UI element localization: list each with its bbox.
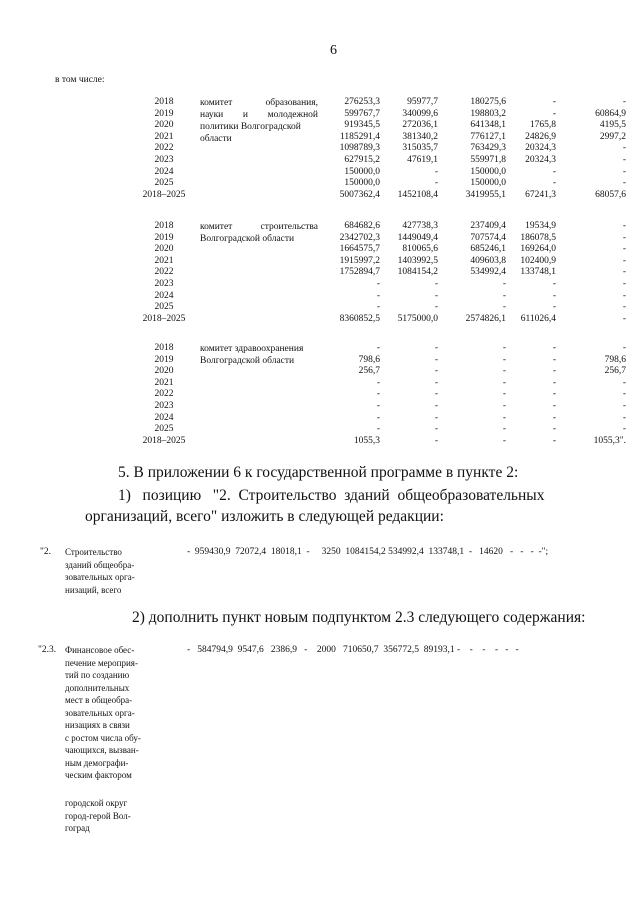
- other-cell: 60864,9: [595, 108, 626, 119]
- spacer-cell: [192, 291, 318, 303]
- spacer-cell: [192, 244, 318, 256]
- year-cell: 2024: [154, 412, 174, 423]
- other-cell: -: [622, 412, 626, 423]
- local-cell: -: [552, 377, 556, 388]
- year-cell: 2020: [154, 244, 174, 255]
- position2-number: "2.: [40, 547, 52, 557]
- spacer-cell: [192, 401, 318, 413]
- regional-cell: 776127,1: [470, 131, 506, 142]
- table-row: [136, 256, 626, 268]
- local-cell: -: [552, 108, 556, 119]
- federal-cell: 95977,7: [407, 97, 438, 107]
- regional-cell: -: [502, 412, 506, 423]
- position23-name-line: мест в общеобра-: [65, 695, 133, 705]
- year-cell: 2025: [154, 178, 174, 189]
- federal-cell: -: [434, 400, 438, 411]
- table-row: [136, 366, 626, 378]
- year-cell: 2024: [154, 290, 174, 301]
- local-cell: 20324,3: [525, 154, 556, 165]
- table-row: [136, 413, 626, 425]
- federal-cell: 810065,6: [402, 244, 438, 255]
- year-cell: 2019: [154, 108, 174, 119]
- regional-cell: -: [502, 435, 506, 446]
- federal-cell: -: [434, 424, 438, 435]
- total-cell: 1752894,7: [339, 267, 380, 278]
- local-cell: -: [552, 400, 556, 411]
- total-cell: -: [376, 343, 380, 353]
- spacer-cell: [192, 256, 318, 268]
- federal-cell: 1403992,5: [397, 255, 438, 266]
- position23-place-line: гоград: [65, 823, 90, 833]
- other-cell: 798,6: [604, 354, 626, 365]
- total-cell: 1098789,3: [339, 143, 380, 154]
- total-cell: -: [376, 424, 380, 435]
- regional-cell: 409603,8: [470, 255, 506, 266]
- spacer-cell: [192, 436, 318, 448]
- table-row: [136, 244, 626, 256]
- position23-name-line: печение мероприя-: [65, 657, 138, 668]
- regional-cell: -: [502, 424, 506, 435]
- page-number: 6: [330, 43, 337, 58]
- table-row: [136, 302, 626, 314]
- other-cell: 68057,6: [595, 189, 626, 200]
- org-desc-line: комитет строительства: [200, 222, 318, 232]
- other-cell: -: [622, 313, 626, 324]
- local-cell: -: [552, 166, 556, 177]
- local-cell: -: [552, 178, 556, 189]
- table-row: [136, 178, 626, 190]
- total-cell: 684682,6: [344, 221, 380, 231]
- regional-cell: -: [502, 389, 506, 400]
- year-cell: 2023: [154, 278, 174, 289]
- item5-sub1-line2: организаций, всего" изложить в следующей редакции:: [85, 508, 444, 525]
- federal-cell: -: [434, 178, 438, 189]
- spacer-cell: [192, 314, 318, 326]
- year-cell: 2019: [154, 232, 174, 243]
- year-cell: 2021: [154, 131, 174, 142]
- position23-name-line: низациях в связи: [65, 720, 130, 730]
- regional-cell: -: [502, 366, 506, 377]
- local-cell: -: [552, 424, 556, 435]
- regional-cell: 641348,1: [470, 120, 506, 131]
- federal-cell: 272036,1: [402, 120, 438, 131]
- org-desc-line: науки и молодежной: [200, 110, 318, 120]
- other-cell: -: [622, 143, 626, 154]
- other-cell: -: [622, 343, 626, 353]
- regional-cell: -: [502, 343, 506, 353]
- position2-name-line: низаций, всего: [65, 584, 122, 595]
- total-cell: 150000,0: [344, 178, 380, 189]
- federal-cell: 381340,2: [402, 131, 438, 142]
- spacer-cell: [192, 302, 318, 314]
- total-cell: -: [376, 389, 380, 400]
- federal-cell: 1084154,2: [397, 267, 438, 278]
- regional-cell: 150000,0: [470, 178, 506, 189]
- regional-cell: 763429,3: [470, 143, 506, 154]
- total-cell: -: [376, 400, 380, 411]
- spacer-cell: [192, 366, 318, 378]
- position23-place-line: городской округ: [65, 798, 128, 808]
- local-cell: 102400,9: [520, 255, 556, 266]
- table-row: [136, 389, 626, 401]
- federal-cell: -: [434, 377, 438, 388]
- local-cell: -: [552, 435, 556, 446]
- federal-cell: 340099,6: [402, 108, 438, 119]
- federal-cell: -: [434, 302, 438, 313]
- total-cell: -: [376, 302, 380, 313]
- item5-sub2: 2) дополнить пункт новым подпунктом 2.3 следующего содержания:: [132, 609, 586, 626]
- year-cell: 2021: [154, 255, 174, 266]
- local-cell: 133748,1: [520, 267, 556, 278]
- regional-cell: 180275,6: [470, 97, 506, 107]
- local-cell: 24826,9: [525, 131, 556, 142]
- other-cell: -: [622, 377, 626, 388]
- spacer-cell: [192, 378, 318, 390]
- regional-cell: -: [502, 377, 506, 388]
- federal-cell: -: [434, 166, 438, 177]
- year-cell: 2020: [154, 120, 174, 131]
- position2-name-line: зданий общеобра-: [65, 559, 135, 570]
- table-row: [136, 291, 626, 303]
- total-cell: -: [376, 377, 380, 388]
- position23-name-line: чающихся, вызван-: [65, 745, 139, 755]
- total-cell: 256,7: [358, 366, 380, 377]
- other-cell: -: [622, 221, 626, 231]
- year-cell: 2021: [154, 377, 174, 388]
- other-cell: -: [622, 302, 626, 313]
- org-desc-line: политики Волгоградской: [200, 122, 301, 132]
- year-cell: 2025: [154, 424, 174, 435]
- other-cell: 1055,3".: [593, 435, 626, 446]
- local-cell: -: [552, 389, 556, 400]
- federal-cell: -: [434, 343, 438, 353]
- total-cell: 8360852,5: [339, 313, 380, 324]
- federal-cell: 1452108,4: [397, 189, 438, 200]
- local-cell: -: [552, 278, 556, 289]
- regional-cell: 685246,1: [470, 244, 506, 255]
- total-cell: 276253,3: [344, 97, 380, 107]
- total-cell: 1055,3: [353, 435, 380, 446]
- year-cell: 2019: [154, 354, 174, 365]
- year-cell: 2018: [154, 97, 174, 107]
- table-row: [136, 279, 626, 291]
- year-cell: 2022: [154, 267, 174, 278]
- other-cell: -: [622, 178, 626, 189]
- local-cell: 611026,4: [520, 313, 556, 324]
- total-cell: 1185291,4: [339, 131, 380, 142]
- table-row: [136, 267, 626, 279]
- table-row: [136, 436, 626, 448]
- other-cell: -: [622, 290, 626, 301]
- year-cell: 2024: [154, 166, 174, 177]
- local-cell: 19534,9: [525, 221, 556, 231]
- year-cell: 2020: [154, 366, 174, 377]
- position2-values: - 959430,9 72072,4 18018,1 - 3250 1084154,2 534992,4 133748,1 - 14620 - - - -";: [187, 547, 549, 557]
- position23-name-line: с ростом числа обу-: [65, 732, 141, 743]
- year-cell: 2025: [154, 302, 174, 313]
- total-cell: 150000,0: [344, 166, 380, 177]
- org-desc-education: [200, 97, 318, 145]
- federal-cell: -: [434, 435, 438, 446]
- position23-name-line: дополнительных: [65, 682, 130, 693]
- local-cell: 169264,0: [520, 244, 556, 255]
- total-cell: 919345,5: [344, 120, 380, 131]
- other-cell: -: [622, 166, 626, 177]
- table-row: [136, 378, 626, 390]
- local-cell: 67241,3: [525, 189, 556, 200]
- position23-name: [65, 644, 163, 782]
- federal-cell: 315035,7: [402, 143, 438, 154]
- regional-cell: 198803,2: [470, 108, 506, 119]
- local-cell: -: [552, 290, 556, 301]
- org-desc-line: области: [200, 134, 232, 144]
- spacer-cell: [192, 279, 318, 291]
- year-cell: 2023: [154, 400, 174, 411]
- local-cell: -: [552, 354, 556, 365]
- local-cell: -: [552, 412, 556, 423]
- regional-cell: -: [502, 354, 506, 365]
- position23-place-line: город-герой Вол-: [65, 810, 131, 821]
- spacer-cell: [192, 413, 318, 425]
- year-cell: 2018: [154, 221, 174, 231]
- total-cell: 627915,2: [344, 154, 380, 165]
- position2-name: [65, 546, 135, 596]
- spacer-cell: [192, 424, 318, 436]
- local-cell: -: [552, 366, 556, 377]
- table-row: [136, 143, 626, 155]
- local-cell: -: [552, 343, 556, 353]
- regional-cell: 2574826,1: [465, 313, 506, 324]
- other-cell: -: [622, 424, 626, 435]
- spacer-cell: [192, 178, 318, 190]
- other-cell: -: [622, 255, 626, 266]
- total-cell: 798,6: [358, 354, 380, 365]
- position23-name-line: Финансовое обес-: [65, 645, 135, 655]
- regional-cell: -: [502, 400, 506, 411]
- position23-name-line: ным демографи-: [65, 757, 129, 768]
- regional-cell: 150000,0: [470, 166, 506, 177]
- regional-cell: -: [502, 302, 506, 313]
- table-row: [136, 190, 626, 202]
- federal-cell: -: [434, 354, 438, 365]
- item5-heading: 5. В приложении 6 к государственной программе в пункте 2:: [118, 464, 519, 481]
- local-cell: 1765,8: [529, 120, 556, 131]
- other-cell: 256,7: [604, 366, 626, 377]
- regional-cell: 534992,4: [470, 267, 506, 278]
- regional-cell: 3419955,1: [465, 189, 506, 200]
- other-cell: 2997,2: [599, 131, 626, 142]
- position23-name-line: ческим фактором: [65, 770, 132, 780]
- org-desc-line: комитет здравоохранения: [200, 344, 304, 354]
- federal-cell: -: [434, 290, 438, 301]
- regional-cell: -: [502, 290, 506, 301]
- federal-cell: 5175000,0: [397, 313, 438, 324]
- federal-cell: 1449049,4: [397, 232, 438, 243]
- regional-cell: -: [502, 278, 506, 289]
- org-desc-construction: [200, 221, 318, 245]
- other-cell: 4195,5: [599, 120, 626, 131]
- spacer-cell: [192, 190, 318, 202]
- other-cell: -: [622, 400, 626, 411]
- regional-cell: 559971,8: [470, 154, 506, 165]
- year-cell: 2018: [154, 343, 174, 353]
- other-cell: -: [622, 97, 626, 107]
- position23-place: [65, 797, 131, 835]
- total-cell: -: [376, 278, 380, 289]
- year-cell: 2018–2025: [142, 189, 186, 200]
- table-row: [136, 424, 626, 436]
- spacer-cell: [192, 143, 318, 155]
- year-cell: 2023: [154, 154, 174, 165]
- local-cell: -: [552, 302, 556, 313]
- other-cell: -: [622, 232, 626, 243]
- year-cell: 2018–2025: [142, 313, 186, 324]
- federal-cell: -: [434, 412, 438, 423]
- local-cell: -: [552, 97, 556, 107]
- org-desc-health: [200, 343, 318, 367]
- item5-sub1-line1: 1) позицию "2. Строительство зданий общеобразовательных: [118, 487, 545, 504]
- total-cell: 1915997,2: [339, 255, 380, 266]
- total-cell: 2342702,3: [339, 232, 380, 243]
- local-cell: 186078,5: [520, 232, 556, 243]
- total-cell: 1664575,7: [339, 244, 380, 255]
- position23-name-line: зовательных орга-: [65, 707, 135, 718]
- federal-cell: -: [434, 389, 438, 400]
- spacer-cell: [192, 167, 318, 179]
- in-that-number-label: в том числе:: [55, 75, 105, 85]
- position23-number: "2.3.: [38, 645, 57, 655]
- total-cell: 5007362,4: [339, 189, 380, 200]
- federal-cell: -: [434, 366, 438, 377]
- other-cell: -: [622, 278, 626, 289]
- org-desc-line: Волгоградской области: [200, 234, 295, 244]
- table-row: [136, 401, 626, 413]
- org-desc-line: Волгоградской области: [200, 356, 295, 366]
- table-row: [136, 314, 626, 326]
- spacer-cell: [192, 389, 318, 401]
- total-cell: -: [376, 412, 380, 423]
- federal-cell: 427738,3: [402, 221, 438, 231]
- position2-name-line: Строительство: [65, 547, 122, 557]
- table-row: [136, 155, 626, 167]
- position23-name-line: тий по созданию: [65, 670, 130, 680]
- year-cell: 2018–2025: [142, 435, 186, 446]
- spacer-cell: [192, 155, 318, 167]
- federal-cell: 47619,1: [407, 154, 438, 165]
- other-cell: -: [622, 267, 626, 278]
- position2-name-line: зовательных орга-: [65, 572, 135, 582]
- other-cell: -: [622, 244, 626, 255]
- org-desc-line: комитет образования,: [200, 98, 318, 108]
- other-cell: -: [622, 389, 626, 400]
- year-cell: 2022: [154, 143, 174, 154]
- spacer-cell: [192, 267, 318, 279]
- total-cell: -: [376, 290, 380, 301]
- regional-cell: 237409,4: [470, 221, 506, 231]
- position23-values: - 584794,9 9547,6 2386,9 - 2000 710650,7 356772,5 89193,1 - - - - - -: [187, 645, 519, 655]
- other-cell: -: [622, 154, 626, 165]
- federal-cell: -: [434, 278, 438, 289]
- table-row: [136, 167, 626, 179]
- regional-cell: 707574,4: [470, 232, 506, 243]
- total-cell: 599767,7: [344, 108, 380, 119]
- local-cell: 20324,3: [525, 143, 556, 154]
- year-cell: 2022: [154, 389, 174, 400]
